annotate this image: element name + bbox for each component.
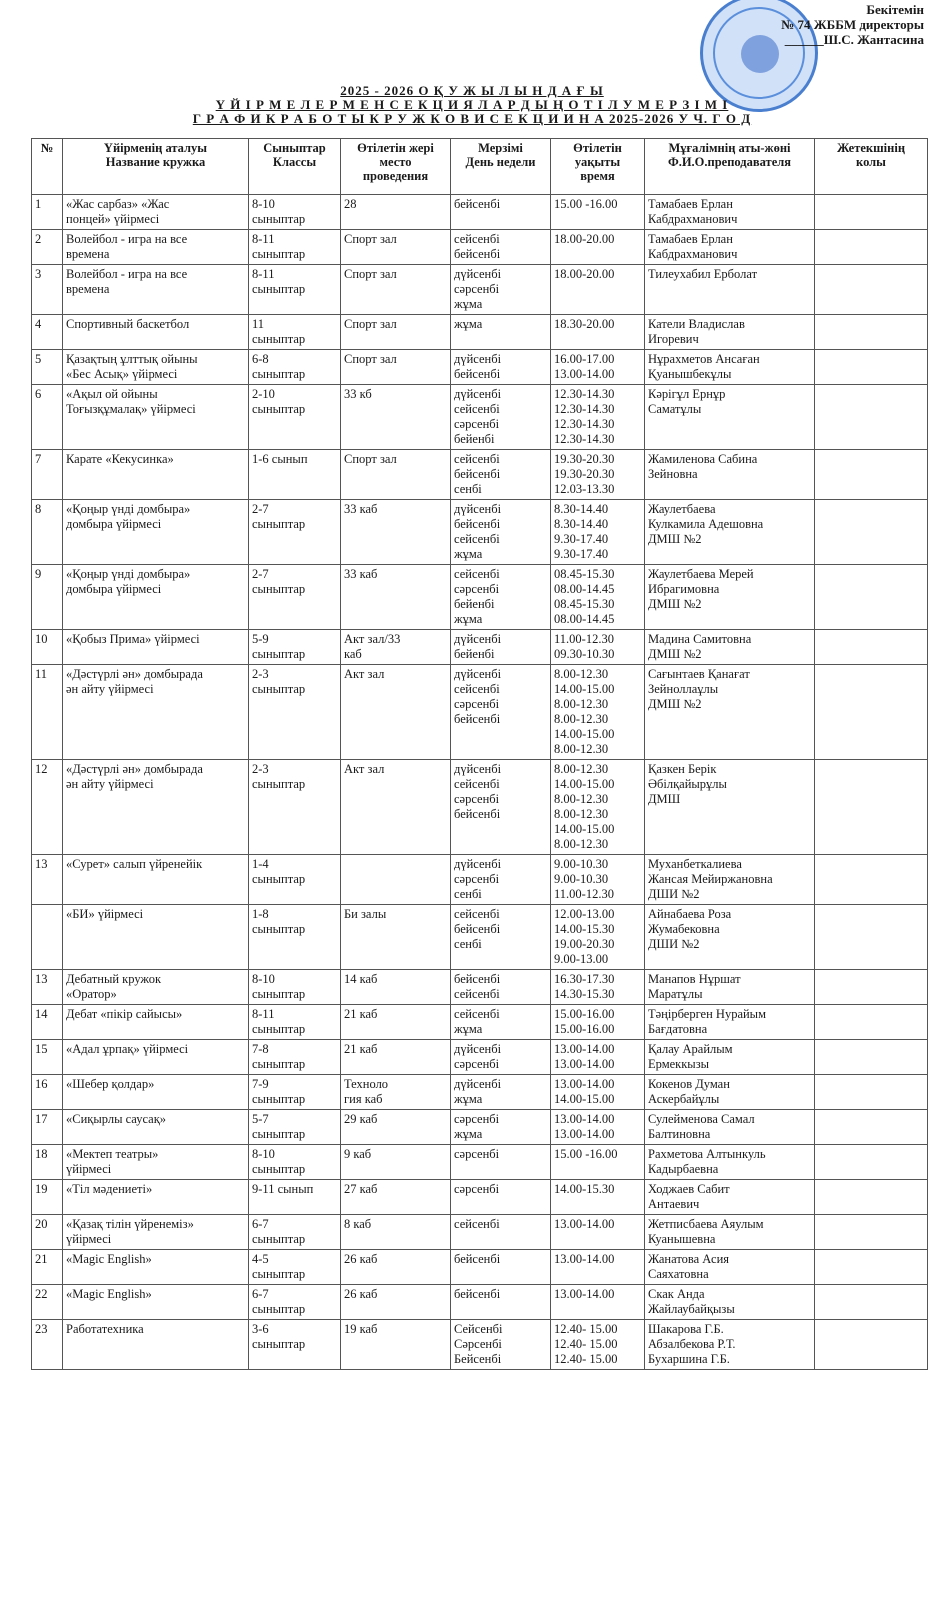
cell-name: «Тіл мәдениеті» bbox=[63, 1180, 249, 1215]
table-row bbox=[32, 1180, 928, 1215]
cell-times: 13.00-14.00 bbox=[551, 1285, 645, 1320]
header-row bbox=[32, 139, 928, 195]
cell-name: «Сурет» салып үйренейік bbox=[63, 855, 249, 905]
header-name: Үйірменің аталуы Название кружка bbox=[63, 139, 249, 195]
cell-teacher: Тамабаев Ерлан Кабдрахманович bbox=[645, 195, 815, 230]
cell-sign bbox=[815, 905, 928, 970]
cell-classes: 7-9 сыныптар bbox=[249, 1075, 341, 1110]
cell-place: 33 каб bbox=[341, 565, 451, 630]
cell-teacher: Қазкен Берік Әбілқайырұлы ДМШ bbox=[645, 760, 815, 855]
cell-days: сейсенбі бейсенбі сенбі bbox=[451, 905, 551, 970]
header-sign: Жетекшінің колы bbox=[815, 139, 928, 195]
cell-num: 4 bbox=[32, 315, 63, 350]
table-body bbox=[32, 195, 928, 1370]
title-line-1: 2025 - 2026 О Қ У Ж Ы Л Ы Н Д А Ғ Ы bbox=[340, 83, 604, 98]
cell-num: 15 bbox=[32, 1040, 63, 1075]
cell-times: 13.00-14.00 13.00-14.00 bbox=[551, 1110, 645, 1145]
table-row bbox=[32, 1075, 928, 1110]
cell-teacher: Кәрігұл Ернұр Саматұлы bbox=[645, 385, 815, 450]
cell-sign bbox=[815, 1250, 928, 1285]
header-day: Мерзімі День недели bbox=[451, 139, 551, 195]
cell-teacher: Айнабаева Роза Жумабековна ДШИ №2 bbox=[645, 905, 815, 970]
table-row bbox=[32, 350, 928, 385]
cell-classes: 5-9 сыныптар bbox=[249, 630, 341, 665]
cell-times: 15.00 -16.00 bbox=[551, 1145, 645, 1180]
cell-sign bbox=[815, 230, 928, 265]
approval-line-2: № 74 ЖББМ директоры bbox=[781, 17, 924, 32]
cell-place: 26 каб bbox=[341, 1285, 451, 1320]
cell-sign bbox=[815, 195, 928, 230]
cell-place: 21 каб bbox=[341, 1005, 451, 1040]
cell-days: сейсенбі бейсенбі сенбі bbox=[451, 450, 551, 500]
cell-times: 16.30-17.30 14.30-15.30 bbox=[551, 970, 645, 1005]
cell-teacher: Сағынтаев Қанағат Зейноллаұлы ДМШ №2 bbox=[645, 665, 815, 760]
cell-sign bbox=[815, 1320, 928, 1370]
cell-sign bbox=[815, 855, 928, 905]
cell-classes: 8-11 сыныптар bbox=[249, 230, 341, 265]
cell-num: 3 bbox=[32, 265, 63, 315]
cell-name: Волейбол - игра на все времена bbox=[63, 230, 249, 265]
cell-times: 11.00-12.30 09.30-10.30 bbox=[551, 630, 645, 665]
cell-times: 08.45-15.30 08.00-14.45 08.45-15.30 08.00-14.45 bbox=[551, 565, 645, 630]
cell-name: «Дәстүрлі ән» домбырада ән айту үйірмесі bbox=[63, 665, 249, 760]
title-line-3: Г Р А Ф И К Р А Б О Т Ы К Р У Ж К О В И С Е К Ц И И Н А 2025-2026 У Ч. Г О Д bbox=[192, 111, 752, 126]
header-place: Өтілетін жері место проведения bbox=[341, 139, 451, 195]
header-classes: Сыныптар Классы bbox=[249, 139, 341, 195]
cell-name: «БИ» үйірмесі bbox=[63, 905, 249, 970]
cell-name: Қазақтың ұлттық ойыны «Бес Асық» үйірмесі bbox=[63, 350, 249, 385]
cell-times: 15.00 -16.00 bbox=[551, 195, 645, 230]
cell-num bbox=[32, 905, 63, 970]
cell-days: сейсенбі бейсенбі bbox=[451, 230, 551, 265]
cell-sign bbox=[815, 1180, 928, 1215]
cell-num: 5 bbox=[32, 350, 63, 385]
cell-place: Акт зал bbox=[341, 760, 451, 855]
cell-times: 14.00-15.30 bbox=[551, 1180, 645, 1215]
cell-classes: 9-11 сынып bbox=[249, 1180, 341, 1215]
table-row bbox=[32, 905, 928, 970]
cell-classes: 8-11 сыныптар bbox=[249, 265, 341, 315]
cell-teacher: Мадина Самитовна ДМШ №2 bbox=[645, 630, 815, 665]
cell-num: 11 bbox=[32, 665, 63, 760]
table-row bbox=[32, 1145, 928, 1180]
table-row bbox=[32, 315, 928, 350]
cell-times: 8.00-12.30 14.00-15.00 8.00-12.30 8.00-12.30 14.00-15.00 8.00-12.30 bbox=[551, 665, 645, 760]
cell-place: Техноло гия каб bbox=[341, 1075, 451, 1110]
cell-teacher: Жамиленова Сабина Зейновна bbox=[645, 450, 815, 500]
cell-classes: 3-6 сыныптар bbox=[249, 1320, 341, 1370]
cell-num: 6 bbox=[32, 385, 63, 450]
cell-times: 19.30-20.30 19.30-20.30 12.03-13.30 bbox=[551, 450, 645, 500]
table-row bbox=[32, 1040, 928, 1075]
cell-days: дүйсенбі сәрсенбі bbox=[451, 1040, 551, 1075]
title-line-2: Ү Й І Р М Е Л Е Р М Е Н С Е К Ц И Я Л А Р Д Ы Ң О Т І Л У М Е Р З І М І bbox=[215, 97, 729, 112]
table-row bbox=[32, 195, 928, 230]
table-row bbox=[32, 1110, 928, 1145]
cell-place: 21 каб bbox=[341, 1040, 451, 1075]
cell-sign bbox=[815, 665, 928, 760]
cell-num: 13 bbox=[32, 970, 63, 1005]
table-row bbox=[32, 565, 928, 630]
cell-name: Дебат «пікір сайысы» bbox=[63, 1005, 249, 1040]
cell-teacher: Муханбеткалиева Жансая Мейиржановна ДШИ №2 bbox=[645, 855, 815, 905]
cell-place: 29 каб bbox=[341, 1110, 451, 1145]
cell-days: сейсенбі жұма bbox=[451, 1005, 551, 1040]
cell-days: жұма bbox=[451, 315, 551, 350]
table-row bbox=[32, 855, 928, 905]
cell-place: Спорт зал bbox=[341, 265, 451, 315]
cell-name: «Адал ұрпақ» үйірмесі bbox=[63, 1040, 249, 1075]
cell-times: 15.00-16.00 15.00-16.00 bbox=[551, 1005, 645, 1040]
cell-teacher: Тәңірберген Нурайым Бағдатовна bbox=[645, 1005, 815, 1040]
cell-name: «Қобыз Прима» үйірмесі bbox=[63, 630, 249, 665]
header-time: Өтілетін уақыты время bbox=[551, 139, 645, 195]
cell-place: Би залы bbox=[341, 905, 451, 970]
cell-name: Работатехника bbox=[63, 1320, 249, 1370]
cell-num: 19 bbox=[32, 1180, 63, 1215]
cell-num: 16 bbox=[32, 1075, 63, 1110]
cell-times: 18.30-20.00 bbox=[551, 315, 645, 350]
cell-sign bbox=[815, 1040, 928, 1075]
cell-days: дүйсенбі жұма bbox=[451, 1075, 551, 1110]
cell-name: Карате «Кекусинка» bbox=[63, 450, 249, 500]
cell-teacher: Қалау Арайлым Ермеккызы bbox=[645, 1040, 815, 1075]
cell-times: 13.00-14.00 bbox=[551, 1250, 645, 1285]
table-row bbox=[32, 265, 928, 315]
cell-sign bbox=[815, 500, 928, 565]
cell-sign bbox=[815, 1075, 928, 1110]
cell-place: 14 каб bbox=[341, 970, 451, 1005]
cell-days: дүйсенбі бейенбі bbox=[451, 630, 551, 665]
cell-sign bbox=[815, 265, 928, 315]
cell-times: 13.00-14.00 14.00-15.00 bbox=[551, 1075, 645, 1110]
cell-days: сәрсенбі bbox=[451, 1145, 551, 1180]
table-row bbox=[32, 970, 928, 1005]
cell-num: 10 bbox=[32, 630, 63, 665]
table-row bbox=[32, 500, 928, 565]
cell-teacher: Тилеухабил Ерболат bbox=[645, 265, 815, 315]
cell-teacher: Шакарова Г.Б. Абзалбекова Р.Т. Бухаршина Г.Б. bbox=[645, 1320, 815, 1370]
cell-place: Спорт зал bbox=[341, 350, 451, 385]
cell-days: сейсенбі bbox=[451, 1215, 551, 1250]
cell-num: 22 bbox=[32, 1285, 63, 1320]
cell-times: 18.00-20.00 bbox=[551, 265, 645, 315]
cell-name: Спортивный баскетбол bbox=[63, 315, 249, 350]
cell-place: 27 каб bbox=[341, 1180, 451, 1215]
document-title bbox=[0, 84, 944, 126]
cell-times: 13.00-14.00 13.00-14.00 bbox=[551, 1040, 645, 1075]
cell-sign bbox=[815, 1285, 928, 1320]
table-row bbox=[32, 385, 928, 450]
cell-classes: 1-8 сыныптар bbox=[249, 905, 341, 970]
cell-num: 9 bbox=[32, 565, 63, 630]
cell-place: 19 каб bbox=[341, 1320, 451, 1370]
cell-days: сәрсенбі жұма bbox=[451, 1110, 551, 1145]
cell-num: 23 bbox=[32, 1320, 63, 1370]
cell-days: дүйсенбі сейсенбі сәрсенбі бейенбі bbox=[451, 385, 551, 450]
cell-name: Волейбол - игра на все времена bbox=[63, 265, 249, 315]
cell-num: 14 bbox=[32, 1005, 63, 1040]
cell-name: «Ақыл ой ойыны Тоғызқұмалақ» үйірмесі bbox=[63, 385, 249, 450]
cell-teacher: Сулейменова Самал Балтиновна bbox=[645, 1110, 815, 1145]
cell-num: 7 bbox=[32, 450, 63, 500]
cell-teacher: Жаулетбаева Кулкамила Адешовна ДМШ №2 bbox=[645, 500, 815, 565]
cell-days: дүйсенбі бейсенбі bbox=[451, 350, 551, 385]
cell-days: дүйсенбі сәрсенбі сенбі bbox=[451, 855, 551, 905]
table-row bbox=[32, 1005, 928, 1040]
cell-times: 12.00-13.00 14.00-15.30 19.00-20.30 9.00-13.00 bbox=[551, 905, 645, 970]
cell-name: «Magic English» bbox=[63, 1250, 249, 1285]
cell-place: 33 кб bbox=[341, 385, 451, 450]
table-row bbox=[32, 1215, 928, 1250]
cell-sign bbox=[815, 630, 928, 665]
cell-place: Спорт зал bbox=[341, 450, 451, 500]
cell-name: «Дәстүрлі ән» домбырада ән айту үйірмесі bbox=[63, 760, 249, 855]
cell-num: 2 bbox=[32, 230, 63, 265]
cell-classes: 7-8 сыныптар bbox=[249, 1040, 341, 1075]
cell-teacher: Скак Анда Жайлаубайқызы bbox=[645, 1285, 815, 1320]
cell-teacher: Рахметова Алтынкуль Кадырбаевна bbox=[645, 1145, 815, 1180]
cell-num: 20 bbox=[32, 1215, 63, 1250]
cell-name: «Қазақ тілін үйренеміз» үйірмесі bbox=[63, 1215, 249, 1250]
schedule-table bbox=[31, 138, 928, 1370]
cell-classes: 8-10 сыныптар bbox=[249, 195, 341, 230]
cell-place: Спорт зал bbox=[341, 315, 451, 350]
approval-block bbox=[781, 2, 924, 47]
cell-place bbox=[341, 855, 451, 905]
table-row bbox=[32, 230, 928, 265]
cell-place: 9 каб bbox=[341, 1145, 451, 1180]
stamp-emblem-icon bbox=[741, 35, 779, 73]
cell-classes: 1-4 сыныптар bbox=[249, 855, 341, 905]
cell-classes: 11 сыныптар bbox=[249, 315, 341, 350]
cell-classes: 2-10 сыныптар bbox=[249, 385, 341, 450]
cell-days: бейсенбі сейсенбі bbox=[451, 970, 551, 1005]
cell-name: «Жас сарбаз» «Жас понцей» үйірмесі bbox=[63, 195, 249, 230]
table-row bbox=[32, 450, 928, 500]
cell-sign bbox=[815, 315, 928, 350]
cell-teacher: Тамабаев Ерлан Кабдрахманович bbox=[645, 230, 815, 265]
cell-name: «Magic English» bbox=[63, 1285, 249, 1320]
cell-classes: 6-7 сыныптар bbox=[249, 1285, 341, 1320]
cell-place: 8 каб bbox=[341, 1215, 451, 1250]
table-row bbox=[32, 1320, 928, 1370]
cell-classes: 6-7 сыныптар bbox=[249, 1215, 341, 1250]
cell-times: 16.00-17.00 13.00-14.00 bbox=[551, 350, 645, 385]
header-teacher: Мұғалімнің аты-жөні Ф.И.О.преподавателя bbox=[645, 139, 815, 195]
cell-place: 28 bbox=[341, 195, 451, 230]
cell-teacher: Нұрахметов Ансаған Қуанышбекұлы bbox=[645, 350, 815, 385]
cell-classes: 2-3 сыныптар bbox=[249, 760, 341, 855]
table-row bbox=[32, 1285, 928, 1320]
cell-times: 9.00-10.30 9.00-10.30 11.00-12.30 bbox=[551, 855, 645, 905]
cell-name: «Сиқырлы саусақ» bbox=[63, 1110, 249, 1145]
cell-teacher: Жанатова Асия Саяхатовна bbox=[645, 1250, 815, 1285]
cell-place: 33 каб bbox=[341, 500, 451, 565]
cell-times: 8.30-14.40 8.30-14.40 9.30-17.40 9.30-17.40 bbox=[551, 500, 645, 565]
cell-sign bbox=[815, 1005, 928, 1040]
cell-teacher: Кокенов Думан Аскербайұлы bbox=[645, 1075, 815, 1110]
approval-line-3: ______Ш.С. Жантасина bbox=[784, 32, 924, 47]
cell-num: 8 bbox=[32, 500, 63, 565]
cell-name: «Мектеп театры» үйірмесі bbox=[63, 1145, 249, 1180]
cell-teacher: Ходжаев Сабит Антаевич bbox=[645, 1180, 815, 1215]
cell-sign bbox=[815, 385, 928, 450]
cell-num: 21 bbox=[32, 1250, 63, 1285]
cell-days: Сейсенбі Сәрсенбі Бейсенбі bbox=[451, 1320, 551, 1370]
cell-classes: 8-10 сыныптар bbox=[249, 970, 341, 1005]
cell-times: 8.00-12.30 14.00-15.00 8.00-12.30 8.00-12.30 14.00-15.00 8.00-12.30 bbox=[551, 760, 645, 855]
approval-line-1: Бекітемін bbox=[866, 2, 924, 17]
cell-classes: 8-11 сыныптар bbox=[249, 1005, 341, 1040]
cell-classes: 2-7 сыныптар bbox=[249, 500, 341, 565]
cell-classes: 6-8 сыныптар bbox=[249, 350, 341, 385]
cell-num: 12 bbox=[32, 760, 63, 855]
cell-teacher: Манапов Нұршат Маратұлы bbox=[645, 970, 815, 1005]
cell-classes: 4-5 сыныптар bbox=[249, 1250, 341, 1285]
cell-days: бейсенбі bbox=[451, 1285, 551, 1320]
cell-sign bbox=[815, 350, 928, 385]
cell-times: 13.00-14.00 bbox=[551, 1215, 645, 1250]
table-row bbox=[32, 630, 928, 665]
cell-name: Дебатный кружок «Оратор» bbox=[63, 970, 249, 1005]
cell-place: Спорт зал bbox=[341, 230, 451, 265]
cell-teacher: Жетписбаева Аяулым Куанышевна bbox=[645, 1215, 815, 1250]
cell-days: дүйсенбі сейсенбі сәрсенбі бейсенбі bbox=[451, 760, 551, 855]
cell-num: 1 bbox=[32, 195, 63, 230]
table-row bbox=[32, 1250, 928, 1285]
cell-days: дүйсенбі бейсенбі сейсенбі жұма bbox=[451, 500, 551, 565]
cell-num: 17 bbox=[32, 1110, 63, 1145]
cell-sign bbox=[815, 1215, 928, 1250]
cell-sign bbox=[815, 1145, 928, 1180]
cell-classes: 8-10 сыныптар bbox=[249, 1145, 341, 1180]
cell-classes: 5-7 сыныптар bbox=[249, 1110, 341, 1145]
cell-sign bbox=[815, 970, 928, 1005]
table-row bbox=[32, 760, 928, 855]
cell-classes: 2-7 сыныптар bbox=[249, 565, 341, 630]
cell-place: Акт зал bbox=[341, 665, 451, 760]
cell-classes: 2-3 сыныптар bbox=[249, 665, 341, 760]
cell-place: 26 каб bbox=[341, 1250, 451, 1285]
table-row bbox=[32, 665, 928, 760]
cell-sign bbox=[815, 565, 928, 630]
cell-days: бейсенбі bbox=[451, 195, 551, 230]
cell-name: «Қоңыр үнді домбыра» домбыра үйірмесі bbox=[63, 565, 249, 630]
cell-place: Акт зал/33 каб bbox=[341, 630, 451, 665]
cell-num: 13 bbox=[32, 855, 63, 905]
cell-teacher: Катели Владислав Игоревич bbox=[645, 315, 815, 350]
cell-times: 12.40- 15.00 12.40- 15.00 12.40- 15.00 bbox=[551, 1320, 645, 1370]
cell-sign bbox=[815, 760, 928, 855]
cell-days: бейсенбі bbox=[451, 1250, 551, 1285]
cell-teacher: Жаулетбаева Мерей Ибрагимовна ДМШ №2 bbox=[645, 565, 815, 630]
cell-name: «Қоңыр үнді домбыра» домбыра үйірмесі bbox=[63, 500, 249, 565]
cell-sign bbox=[815, 1110, 928, 1145]
header-num: № bbox=[32, 139, 63, 195]
cell-classes: 1-6 сынып bbox=[249, 450, 341, 500]
cell-days: дүйсенбі сейсенбі сәрсенбі бейсенбі bbox=[451, 665, 551, 760]
cell-times: 12.30-14.30 12.30-14.30 12.30-14.30 12.30-14.30 bbox=[551, 385, 645, 450]
cell-num: 18 bbox=[32, 1145, 63, 1180]
cell-days: дүйсенбі сәрсенбі жұма bbox=[451, 265, 551, 315]
cell-times: 18.00-20.00 bbox=[551, 230, 645, 265]
cell-days: сәрсенбі bbox=[451, 1180, 551, 1215]
cell-name: «Шебер қолдар» bbox=[63, 1075, 249, 1110]
cell-days: сейсенбі сәрсенбі бейенбі жұма bbox=[451, 565, 551, 630]
cell-sign bbox=[815, 450, 928, 500]
